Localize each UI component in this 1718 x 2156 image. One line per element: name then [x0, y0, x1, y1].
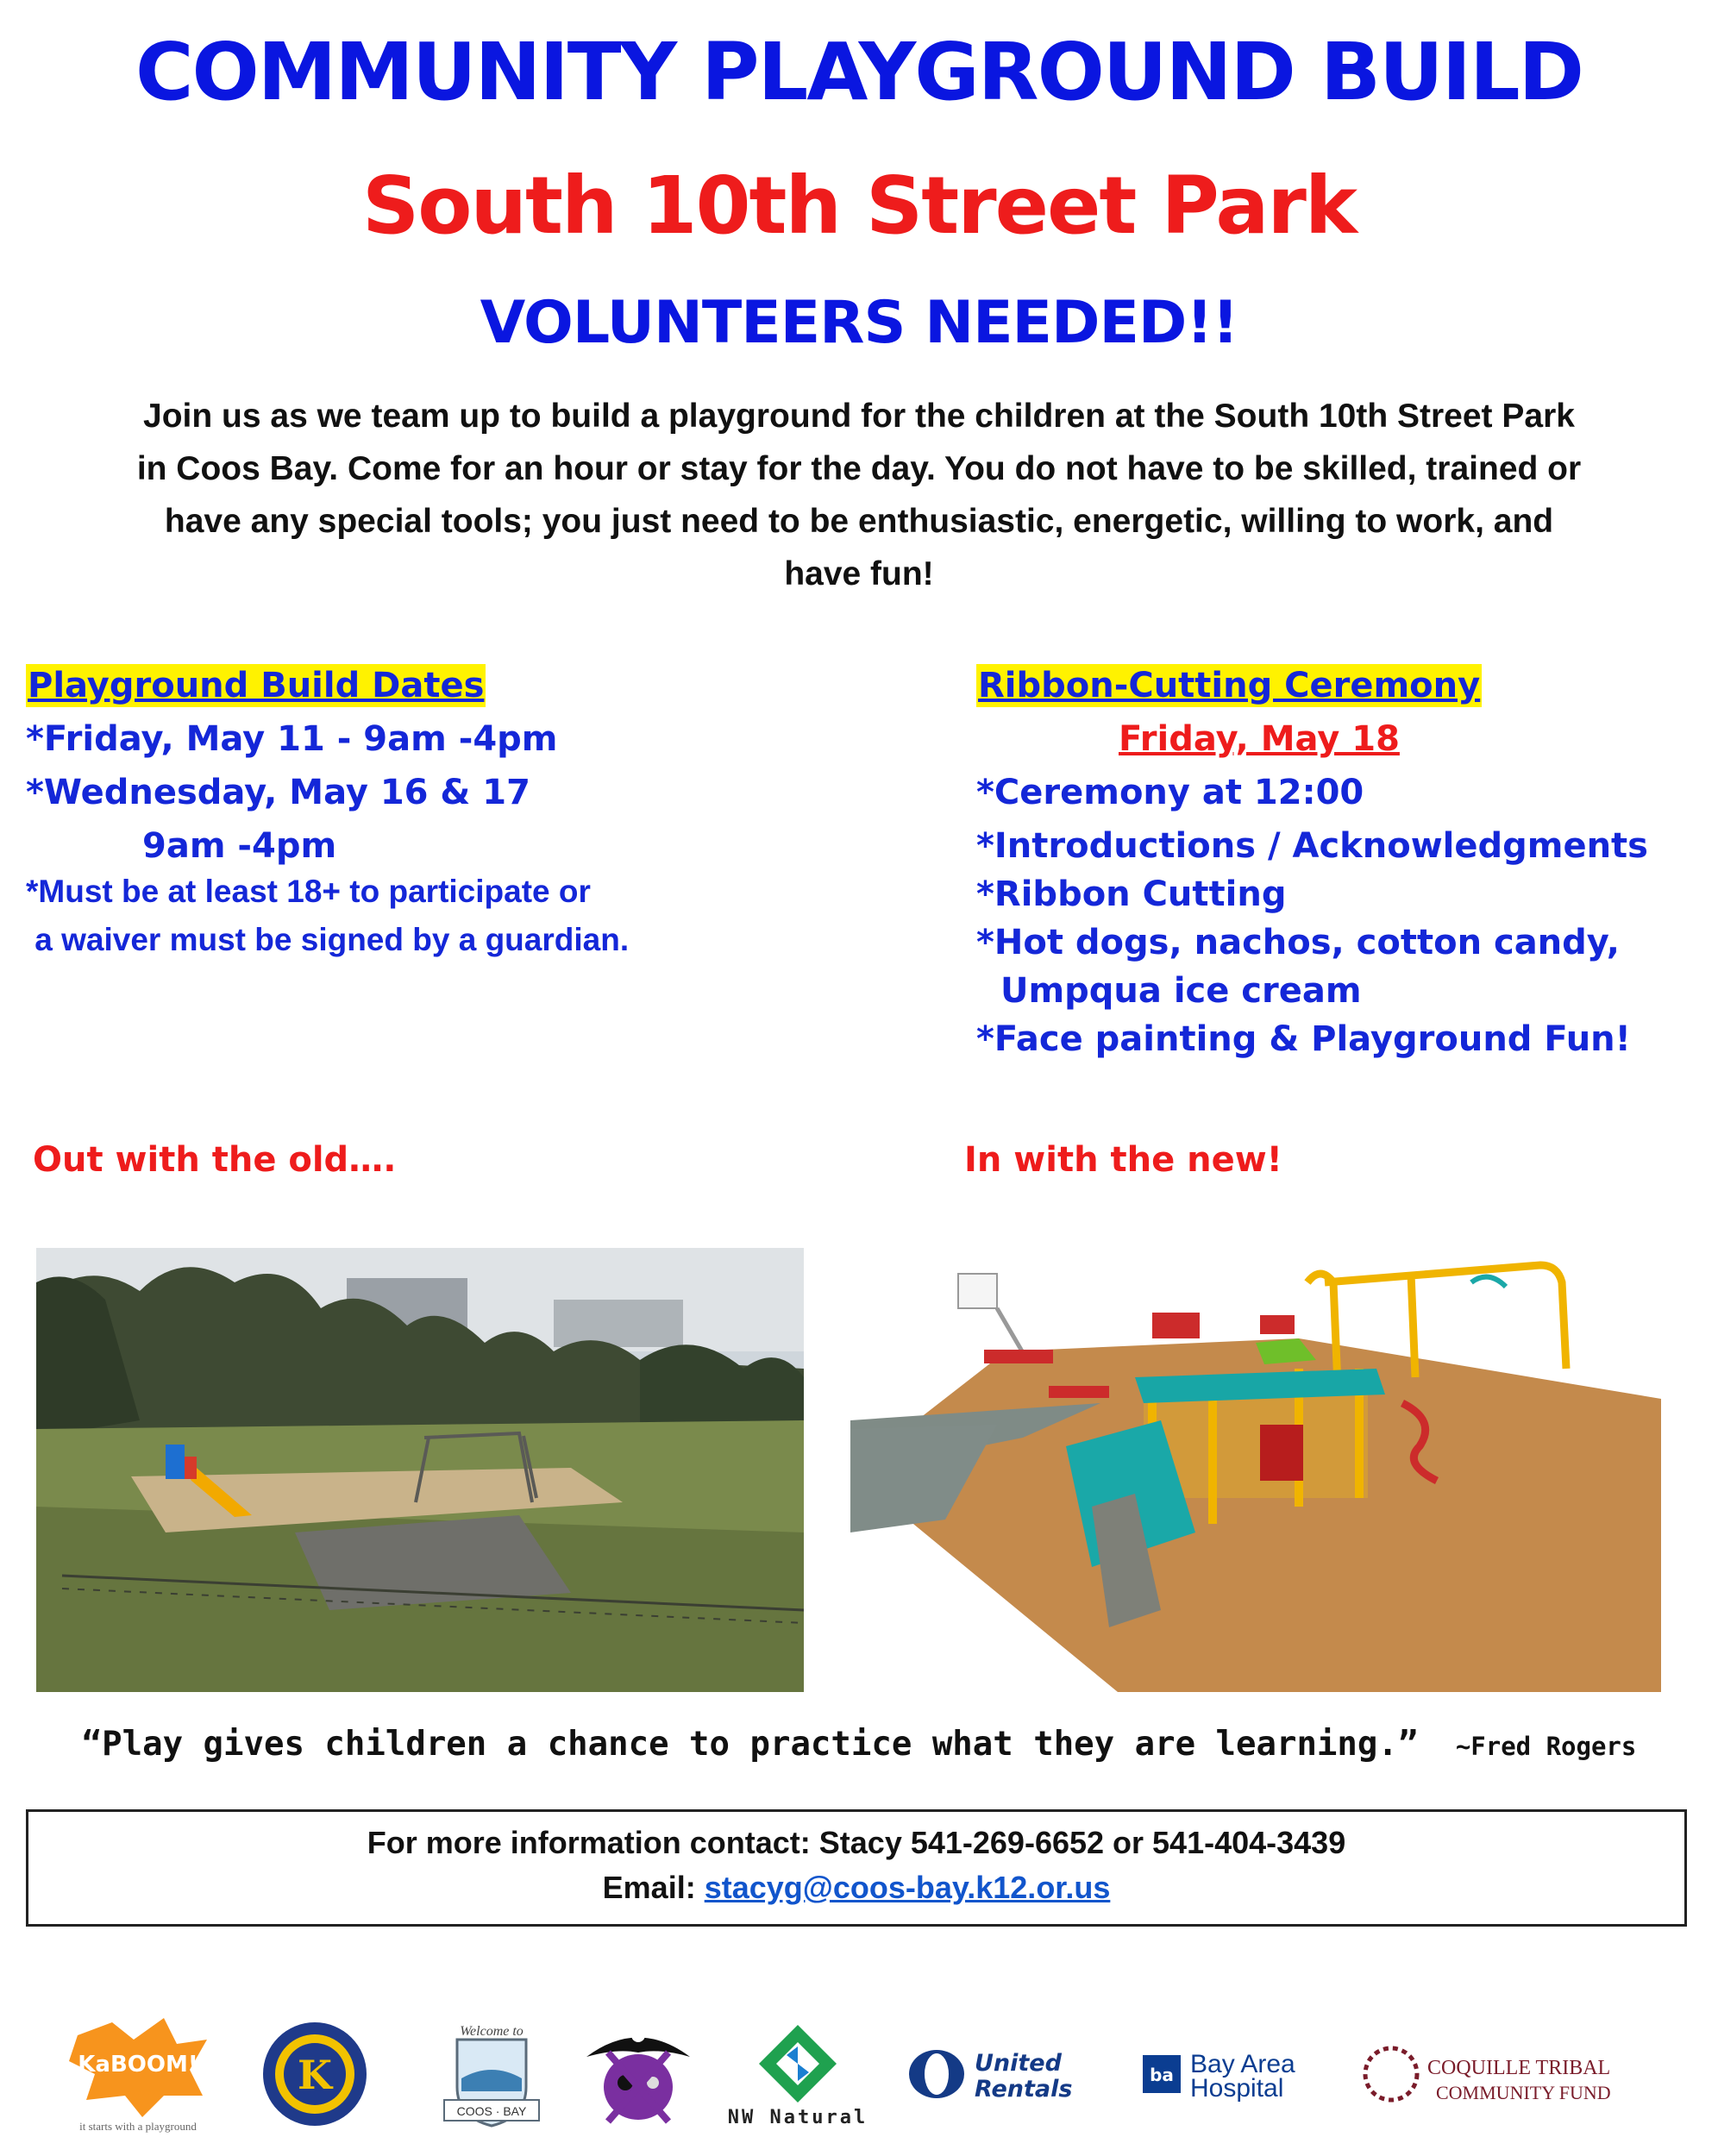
united-rentals-logo — [906, 2009, 1087, 2139]
quote-text: “Play gives children a chance to practice what they are learning.” — [81, 1725, 1419, 1764]
park-name: South 10th Street Park — [362, 160, 1356, 252]
community-fund-word: COMMUNITY FUND — [1436, 2082, 1611, 2103]
coquille-tribal-logo — [1358, 2009, 1617, 2139]
kaboom-logo — [60, 2009, 216, 2139]
ceremony-line: *Hot dogs, nachos, cotton candy, — [976, 923, 1620, 962]
build-date-line: *Wednesday, May 16 & 17 — [26, 773, 530, 812]
email-label: Email: — [602, 1870, 705, 1905]
build-dates-heading: Playground Build Dates — [28, 666, 485, 705]
ceremony-heading: Ribbon-Cutting Ceremony — [978, 666, 1481, 705]
ceremony-line: *Ribbon Cutting — [976, 874, 1287, 914]
ceremony-line: Umpqua ice cream — [1000, 971, 1362, 1011]
bay-area-mark: ba — [1150, 2065, 1174, 2085]
ceremony-line: *Introductions / Acknowledgments — [976, 826, 1648, 866]
email-line — [28, 1865, 1684, 1910]
quote-author: ~Fred Rogers — [1455, 1732, 1637, 1761]
old-caption: Out with the old…. — [33, 1140, 397, 1180]
bay-area-hospital-logo — [1138, 2009, 1311, 2139]
kaboom-tagline: it starts with a playground — [79, 2120, 197, 2133]
ceremony-section — [976, 664, 1701, 1061]
hospital-word: Hospital — [1190, 2074, 1284, 2103]
united-word: United — [975, 2050, 1062, 2077]
ceremony-line: *Face painting & Playground Fun! — [976, 1019, 1631, 1059]
coos-bay-welcome: Welcome to — [460, 2024, 524, 2039]
old-playground-photo — [36, 1248, 804, 1692]
coquille-word: COQUILLE TRIBAL — [1427, 2057, 1611, 2079]
intro-line: have any special tools; you just need to be enthusiastic, energetic, willing to work, and — [164, 503, 1554, 540]
ceremony-line: *Ceremony at 12:00 — [976, 773, 1364, 812]
new-playground-rendering — [850, 1248, 1661, 1692]
coos-bay-banner: COOS · BAY — [456, 2104, 527, 2118]
contact-line: For more information contact: Stacy 541-269-6652 or 541-404-3439 — [367, 1825, 1346, 1860]
nw-natural-logo — [716, 2009, 880, 2139]
quote — [0, 1725, 1718, 1764]
age-note: *Must be at least 18+ to participate or — [26, 874, 591, 909]
build-dates-section — [26, 664, 854, 964]
pirate-logo — [574, 2009, 703, 2139]
build-date-line: *Friday, May 11 - 9am -4pm — [26, 719, 558, 759]
volunteers-callout: VOLUNTEERS NEEDED!! — [480, 289, 1238, 357]
age-note: a waiver must be signed by a guardian. — [26, 922, 630, 957]
nw-natural-wordmark: NW Natural — [727, 2106, 868, 2128]
email-link[interactable]: stacyg@coos-bay.k12.or.us — [704, 1870, 1111, 1905]
bay-area-word: Bay Area — [1190, 2050, 1295, 2078]
kaboom-wordmark: KaBOOM! — [78, 2052, 198, 2078]
intro-line: Join us as we team up to build a playground for the children at the South 10th Street Park — [143, 398, 1575, 435]
intro-paragraph — [26, 390, 1692, 600]
ceremony-date: Friday, May 18 — [1119, 719, 1400, 759]
rentals-word: Rentals — [975, 2076, 1073, 2103]
kiwanis-logo — [259, 2009, 371, 2139]
contact-box — [26, 1809, 1687, 1927]
new-caption: In with the new! — [964, 1140, 1282, 1180]
intro-line: have fun! — [784, 555, 934, 592]
build-date-line: 9am -4pm — [142, 826, 337, 866]
coos-bay-logo — [436, 2009, 548, 2139]
intro-line: in Coos Bay. Come for an hour or stay for the day. You do not have to be skilled, trained or — [136, 450, 1582, 487]
flyer-title: COMMUNITY PLAYGROUND BUILD — [135, 26, 1583, 118]
kiwanis-letter: K — [298, 2052, 332, 2098]
